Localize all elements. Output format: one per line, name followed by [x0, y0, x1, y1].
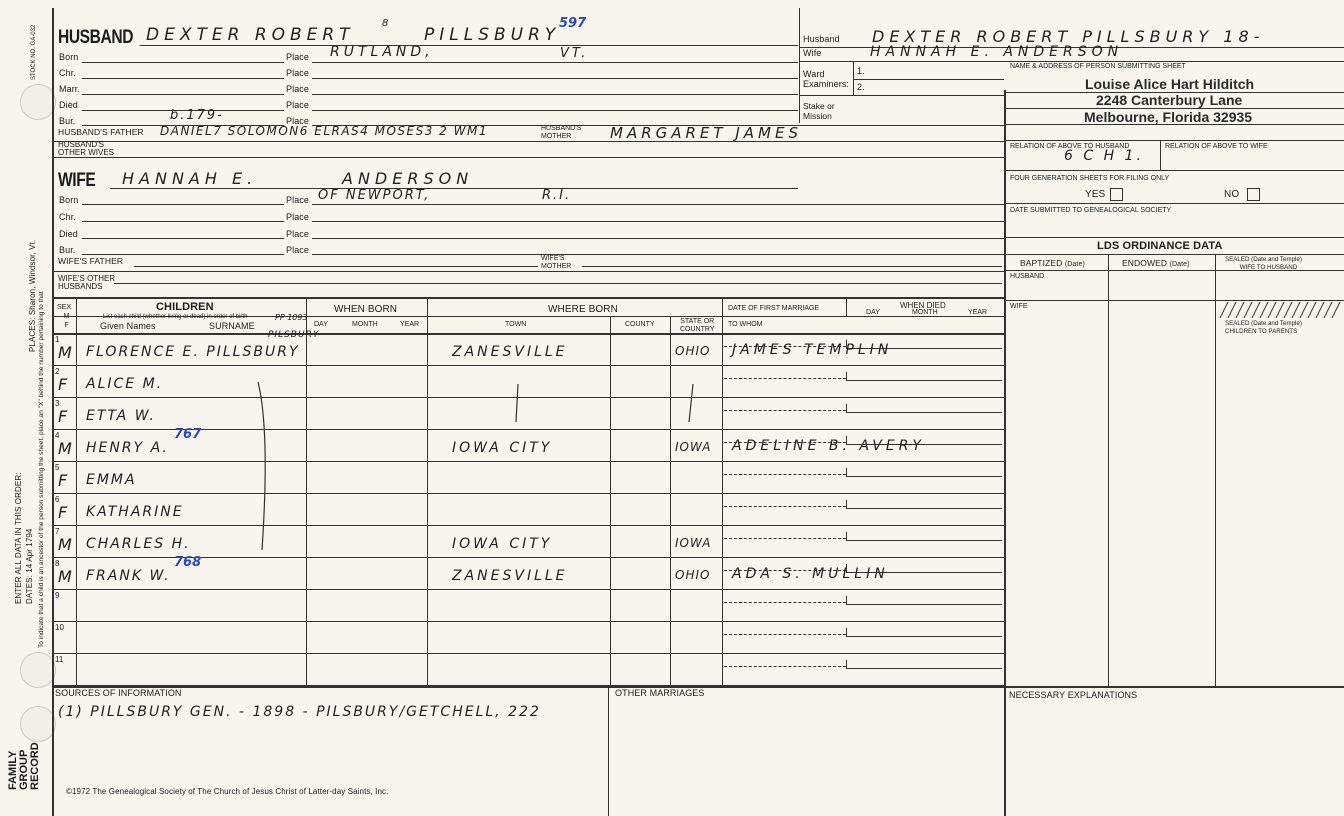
pp-note: PP 1093 — [275, 313, 308, 322]
sex-header: SEX M F — [57, 304, 72, 329]
places-note: PLACES: Sharon, Windsor, Vt. — [28, 239, 37, 352]
husband-other-wives-label: HUSBAND'S OTHER WIVES — [58, 140, 115, 157]
binder-hole — [20, 706, 56, 742]
child-number: 7 — [55, 527, 60, 536]
husband-born-label: Born — [59, 52, 79, 62]
lds-wife-row: WIFE — [1010, 303, 1028, 310]
children-header: CHILDREN — [156, 301, 214, 313]
wife-chr-label: Chr. — [59, 212, 76, 222]
child-number: 1 — [55, 335, 60, 344]
wife-born-label: Born — [59, 195, 79, 205]
baptized-label: BAPTIZED (Date) — [1020, 258, 1085, 268]
when-died-header: WHEN DIED — [900, 301, 946, 310]
submitter-street: 2248 Canterbury Lane — [1096, 92, 1243, 108]
binder-hole — [20, 84, 56, 120]
wife-bur-place-label: Place — [286, 245, 310, 255]
child-birth-state: IOWA — [675, 536, 712, 550]
where-born-header: WHERE BORN — [548, 304, 618, 315]
born-day-header: DAY — [314, 321, 328, 328]
relation-husband-label: RELATION OF ABOVE TO HUSBAND — [1010, 143, 1130, 150]
husband-born-state: VT. — [560, 46, 589, 61]
submitter-label: NAME & ADDRESS OF PERSON SUBMITTING SHEET — [1010, 63, 1186, 70]
yes-checkbox[interactable] — [1110, 188, 1123, 201]
wife-mother-label: WIFE'S MOTHER — [541, 255, 572, 270]
relation-wife-label: RELATION OF ABOVE TO WIFE — [1165, 143, 1268, 150]
child-spouse: JAMES TEMPLIN — [732, 342, 893, 358]
stock-number: STOCK NO. GA-032 — [31, 24, 37, 80]
child-birth-state: OHIO — [675, 344, 711, 358]
child-number: 2 — [55, 367, 60, 376]
children-note: List each child (whether living or dead) in order of birth — [103, 314, 248, 320]
child-number: 6 — [55, 495, 60, 504]
binder-hole — [20, 652, 56, 688]
child-birth-town: ZANESVILLE — [452, 568, 568, 584]
child-birth-state: IOWA — [675, 440, 712, 454]
to-whom-header: TO WHOM — [728, 321, 763, 328]
relation-husband-value: 6 C H 1. — [1064, 148, 1144, 164]
husband-bur-place-label: Place — [286, 116, 310, 126]
husband-chr-place-label: Place — [286, 68, 310, 78]
child-birth-town: ZANESVILLE — [452, 344, 568, 360]
husband-mother-value: MARGARET JAMES — [610, 124, 802, 142]
husband-born-place: RUTLAND, — [330, 44, 434, 60]
wife-chr-place-label: Place — [286, 212, 310, 222]
panel-wife-value: HANNAH E. ANDERSON — [870, 44, 1124, 60]
lds-title: LDS ORDINANCE DATA — [1097, 240, 1223, 252]
state-header: STATE OR COUNTRY — [680, 318, 715, 333]
born-month-header: MONTH — [352, 321, 378, 328]
lds-husband-row: HUSBAND — [1010, 273, 1045, 280]
copyright-text: ©1972 The Genealogical Society of The Church of Jesus Christ of Latter-day Saints, Inc. — [66, 787, 389, 796]
husband-bur-value: b.179- — [170, 108, 224, 123]
husband-born-place-label: Place — [286, 52, 310, 62]
wife-born-place: OF NEWPORT, — [318, 188, 431, 203]
husband-name-superscript: 8 — [382, 18, 392, 29]
child-birth-town: IOWA CITY — [452, 440, 553, 456]
child-number: 10 — [55, 623, 64, 632]
wife-heading: WIFE — [58, 170, 96, 191]
husband-surname: PILLSBURY — [424, 25, 561, 45]
wife-other-husbands-label: WIFE'S OTHER HUSBANDS — [58, 274, 116, 291]
husband-ref-number: 597 — [559, 16, 587, 31]
examiner-2: 2. — [857, 82, 865, 92]
child-name: KATHARINE — [86, 504, 184, 520]
child-number: 9 — [55, 591, 60, 600]
wife-name: HANNAH E. — [122, 169, 258, 188]
sealed-children-label: SEALED (Date and Temple) CHILDREN TO PARENTS — [1225, 320, 1302, 335]
endowed-label: ENDOWED (Date) — [1122, 258, 1190, 268]
panel-wife-label: Wife — [803, 48, 822, 58]
wife-born-state: R.I. — [542, 188, 572, 203]
submitter-city: Melbourne, Florida 32935 — [1084, 109, 1253, 125]
sources-label: SOURCES OF INFORMATION — [55, 688, 182, 698]
child-number: 3 — [55, 399, 60, 408]
child-sex: M — [58, 535, 75, 554]
wife-father-label: WIFE'S FATHER — [58, 256, 124, 266]
child-name: HENRY A. — [86, 440, 169, 456]
child-number: 4 — [55, 431, 60, 440]
ditto-marks — [240, 370, 720, 570]
husband-mother-label: HUSBAND'S MOTHER — [541, 125, 582, 140]
sealed-hatch — [1218, 302, 1342, 318]
surname-header: SURNAME — [209, 321, 255, 331]
child-sex: M — [58, 567, 75, 586]
child-name: ALICE M. — [86, 376, 164, 392]
ancestor-note: To indicate that a child is an ancestor of the person submitting the sheet, place an "X" behind the number pertaining to that — [38, 291, 45, 648]
wife-died-label: Died — [59, 229, 78, 239]
when-born-header: WHEN BORN — [334, 304, 398, 315]
explanations-label: NECESSARY EXPLANATIONS — [1009, 690, 1138, 700]
child-name: ETTA W. — [86, 408, 156, 424]
husband-name: DEXTER ROBERT — [146, 25, 355, 45]
first-marriage-header: DATE OF FIRST MARRIAGE — [728, 305, 820, 312]
child-sex: F — [58, 407, 71, 426]
child-sex: M — [58, 343, 75, 362]
died-month-header: MONTH — [912, 309, 938, 316]
panel-husband-label: Husband — [803, 34, 840, 44]
child-name: FRANK W. — [86, 568, 171, 584]
husband-father-label: HUSBAND'S FATHER — [58, 127, 144, 137]
died-year-header: YEAR — [968, 309, 988, 316]
husband-marr-place-label: Place — [286, 84, 310, 94]
child-spouse: ADA S. MULLIN — [732, 566, 889, 582]
husband-died-place-label: Place — [286, 100, 310, 110]
died-day-header: DAY — [866, 309, 880, 316]
no-label: NO — [1224, 189, 1240, 200]
child-row — [52, 654, 1004, 686]
date-submitted-label: DATE SUBMITTED TO GENEALOGICAL SOCIETY — [1010, 207, 1172, 214]
child-ref-number: 767 — [174, 427, 202, 442]
four-generation-label: FOUR GENERATION SHEETS FOR FILING ONLY — [1010, 175, 1170, 182]
husband-bur-label: Bur. — [59, 116, 76, 126]
town-header: TOWN — [505, 321, 527, 328]
county-header: COUNTY — [625, 321, 655, 328]
born-year-header: YEAR — [400, 321, 420, 328]
child-number: 5 — [55, 463, 60, 472]
child-number: 11 — [55, 655, 64, 664]
wife-bur-label: Bur. — [59, 245, 76, 255]
child-name: FLORENCE E. PILLSBURY — [86, 344, 300, 360]
form-title: FAMILY GROUP RECORD — [7, 742, 41, 790]
husband-chr-label: Chr. — [59, 68, 76, 78]
examiner-1: 1. — [857, 66, 865, 76]
yes-label: YES — [1085, 189, 1106, 200]
child-name: EMMA — [86, 472, 137, 488]
dates-note: DATES: 14 Apr 1794 — [25, 528, 34, 604]
husband-marr-label: Marr. — [59, 84, 81, 94]
wife-surname: ANDERSON — [342, 169, 474, 188]
child-sex: F — [58, 471, 71, 490]
pillsbury-note: PILSBURY — [268, 330, 320, 340]
wife-born-place-label: Place — [286, 195, 310, 205]
child-spouse: ADELINE B. AVERY — [732, 438, 925, 454]
child-row — [52, 334, 1004, 366]
husband-died-label: Died — [59, 100, 78, 110]
child-row — [52, 622, 1004, 654]
other-marriages-label: OTHER MARRIAGES — [615, 688, 705, 698]
panel-husband-value: DEXTER ROBERT PILLSBURY 18- — [872, 27, 1265, 46]
child-name: CHARLES H. — [86, 536, 191, 552]
child-ref-number: 768 — [174, 555, 202, 570]
submitter-name: Louise Alice Hart Hilditch — [1085, 76, 1255, 92]
given-names-header: Given Names — [100, 321, 156, 331]
ward-label: Ward — [803, 69, 825, 79]
child-sex: F — [58, 375, 71, 394]
child-sex: M — [58, 439, 75, 458]
sources-value: (1) PILLSBURY GEN. - 1898 - PILSBURY/GETCHELL, 222 — [58, 704, 541, 720]
no-checkbox[interactable] — [1247, 188, 1260, 201]
child-birth-town: IOWA CITY — [452, 536, 553, 552]
child-number: 8 — [55, 559, 60, 568]
child-sex: F — [58, 503, 71, 522]
enter-order-note: ENTER ALL DATA IN THIS ORDER: — [14, 472, 23, 604]
examiners-label: Examiners: — [803, 79, 850, 89]
husband-heading: HUSBAND — [58, 27, 134, 48]
wife-died-place-label: Place — [286, 229, 310, 239]
husband-father-value: DANIEL7 SOLOMON6 ELRAS4 MOSES3 2 WM1 — [160, 124, 488, 138]
child-birth-state: OHIO — [675, 568, 711, 582]
stake-label: Stake or Mission — [803, 101, 835, 121]
child-row — [52, 590, 1004, 622]
sealed-wife-label: SEALED (Date and Temple) WIFE TO HUSBAND — [1225, 256, 1302, 271]
